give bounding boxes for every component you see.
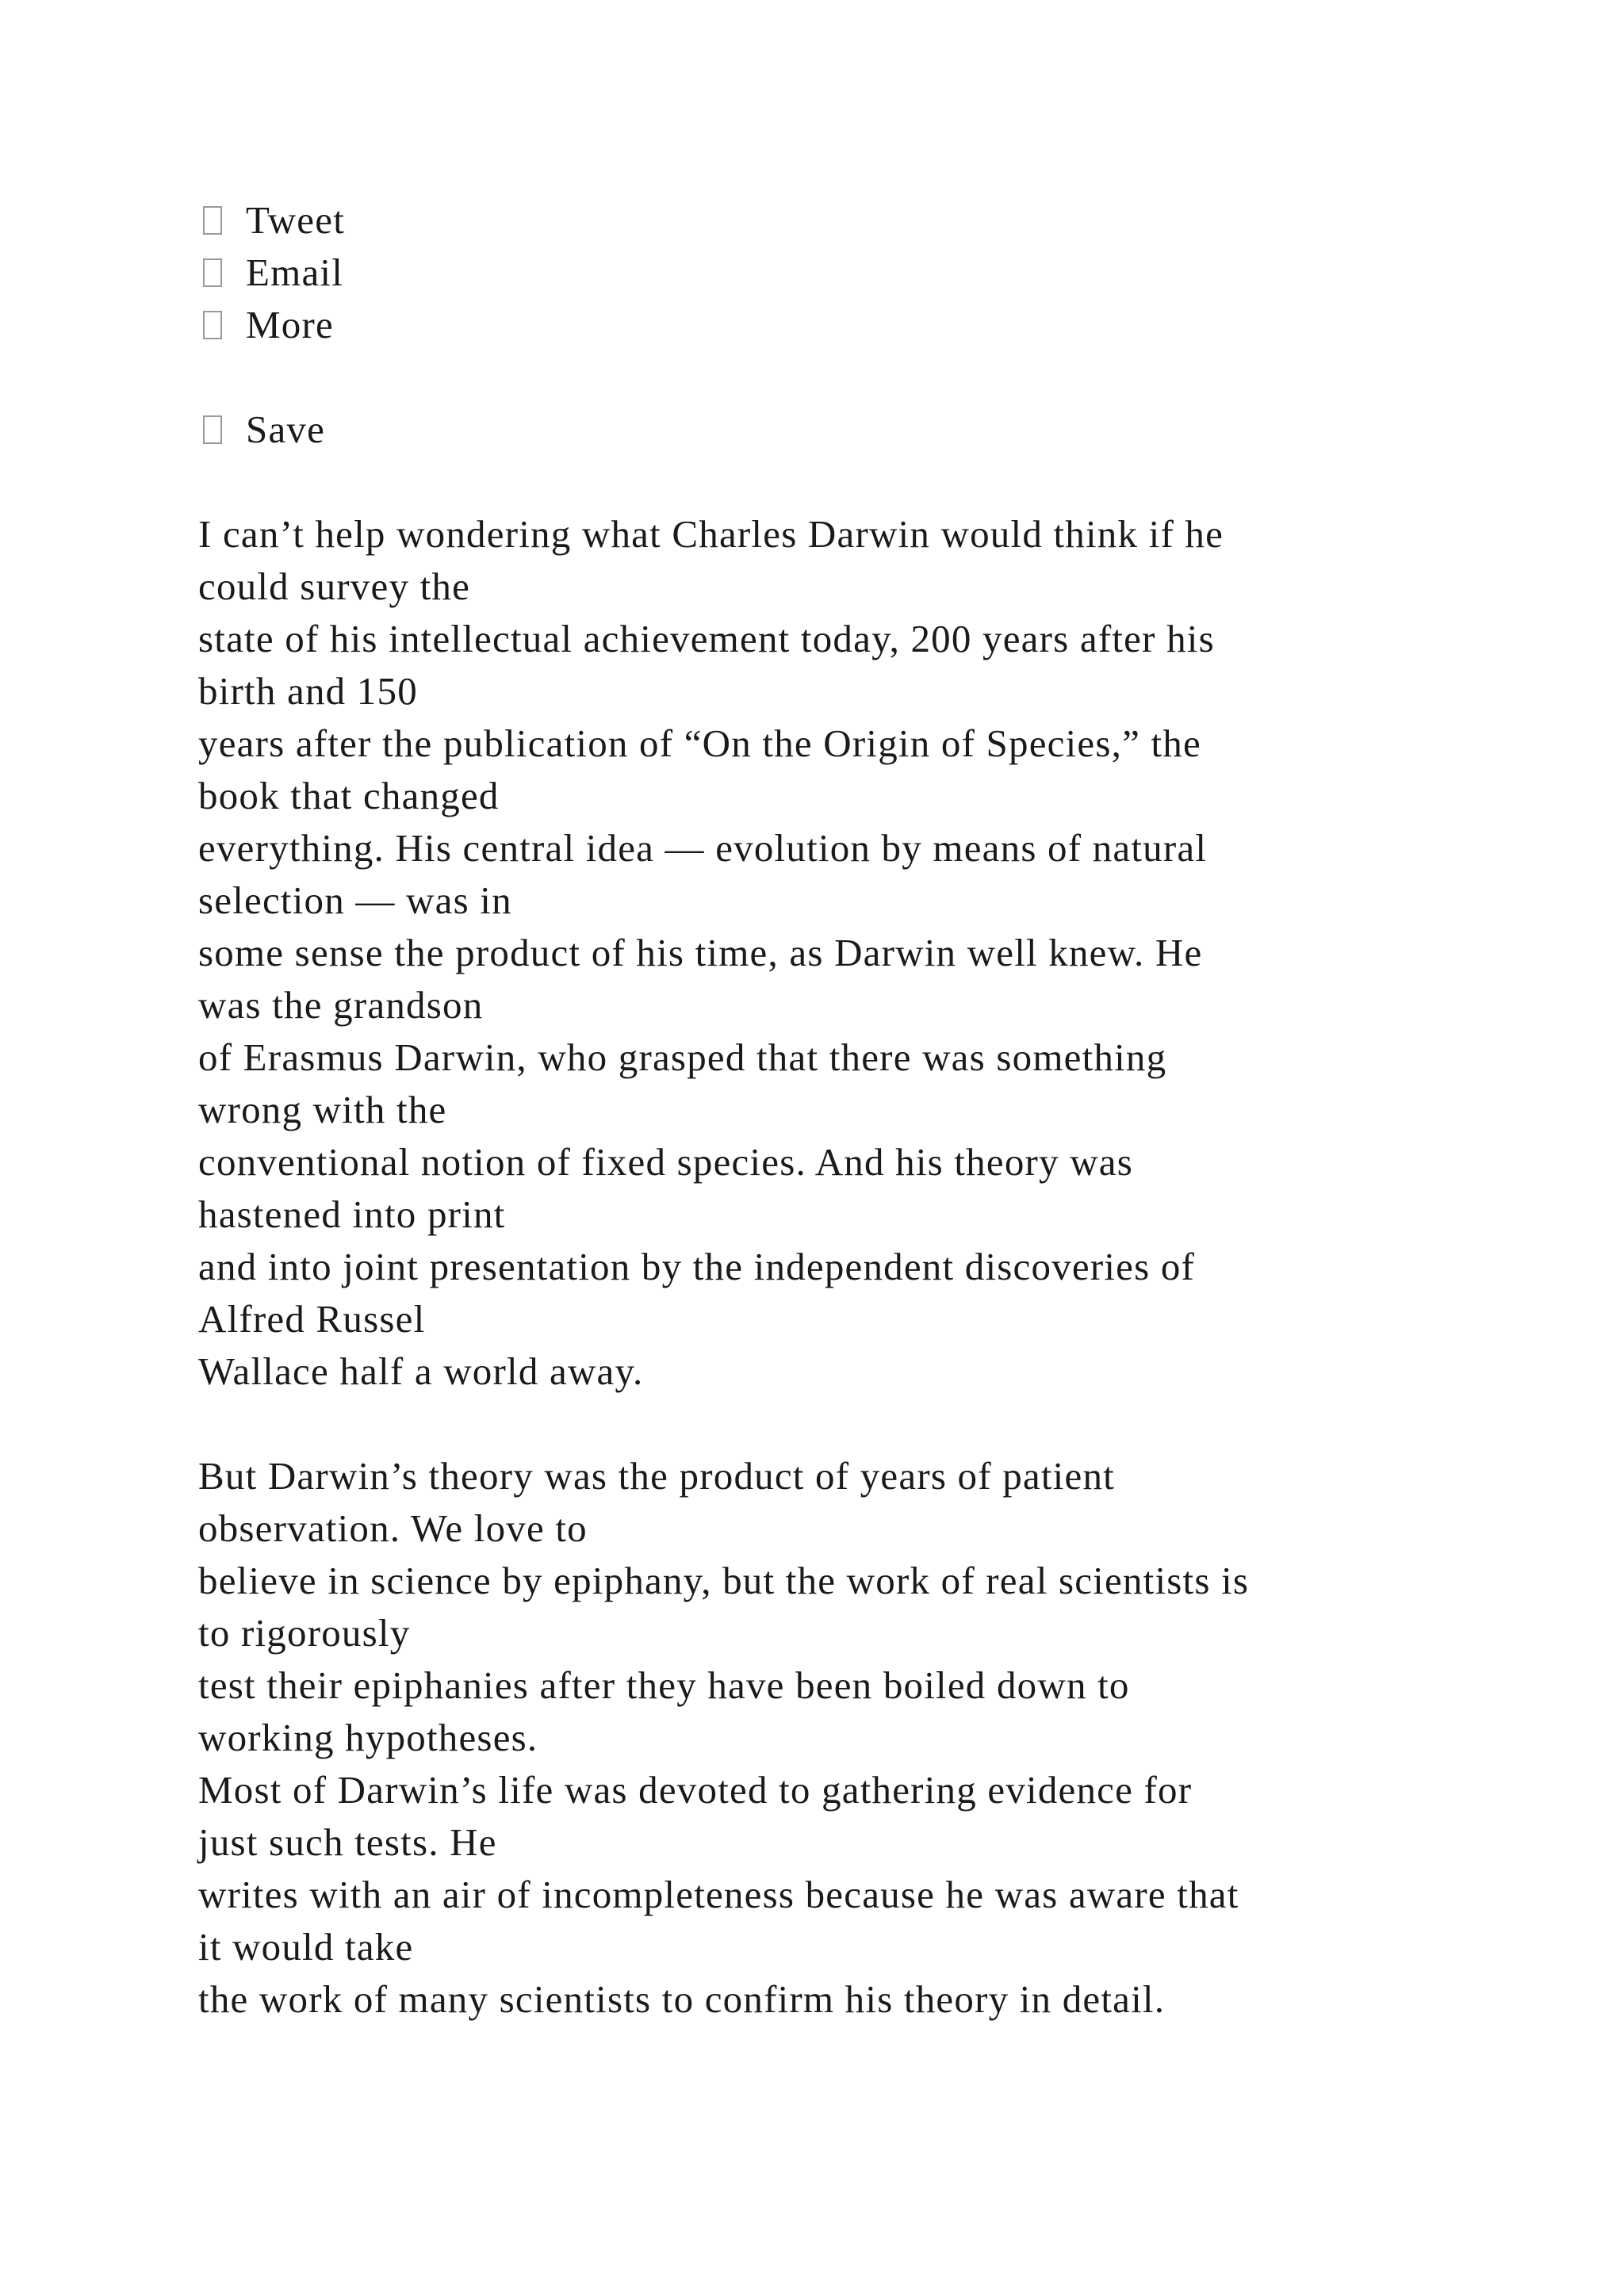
email-label: Email: [246, 251, 344, 294]
spacer: [198, 456, 1499, 508]
text-line: hastened into print: [198, 1192, 506, 1236]
text-line: But Darwin’s theory was the product of years of patient: [198, 1454, 1115, 1498]
text-line: Wallace half a world away.: [198, 1349, 644, 1393]
text-line: the work of many scientists to confirm his theory in detail.: [198, 1977, 1166, 2021]
text-line: just such tests. He: [198, 1820, 497, 1864]
more-label: More: [246, 303, 334, 346]
save-link[interactable]: [198, 404, 1499, 456]
text-line: I can’t help wondering what Charles Darwin would think if he: [198, 512, 1224, 556]
spacer: [198, 351, 1499, 404]
text-line: Alfred Russel: [198, 1297, 426, 1341]
text-line: and into joint presentation by the independent discoveries of: [198, 1245, 1196, 1288]
text-line: selection — was in: [198, 878, 512, 922]
text-line: writes with an air of incompleteness because he was aware that: [198, 1873, 1239, 1916]
spacer: [198, 1398, 1499, 1450]
article-paragraph-2: [198, 1450, 1499, 2026]
text-line: was the grandson: [198, 983, 484, 1027]
text-line: years after the publication of “On the Origin of Species,” the: [198, 721, 1201, 765]
text-line: conventional notion of fixed species. And his theory was: [198, 1140, 1134, 1184]
text-line: of Erasmus Darwin, who grasped that there was something: [198, 1035, 1167, 1079]
text-line: to rigorously: [198, 1611, 411, 1655]
text-line: some sense the product of his time, as Darwin well knew. He: [198, 931, 1203, 974]
text-line: believe in science by epiphany, but the work of real scientists is: [198, 1559, 1250, 1602]
tweet-icon: [203, 206, 222, 235]
more-icon: [203, 311, 222, 339]
text-line: working hypotheses.: [198, 1716, 538, 1759]
tweet-link[interactable]: [198, 194, 1499, 247]
text-line: everything. His central idea — evolution by means of natural: [198, 826, 1208, 870]
more-link[interactable]: [198, 299, 1499, 351]
text-line: state of his intellectual achievement today, 200 years after his: [198, 617, 1215, 660]
article-paragraph-1: [198, 508, 1499, 1398]
text-line: could survey the: [198, 564, 471, 608]
text-line: test their epiphanies after they have been boiled down to: [198, 1663, 1130, 1707]
text-line: it would take: [198, 1925, 414, 1969]
text-line: Most of Darwin’s life was devoted to gathering evidence for: [198, 1768, 1193, 1812]
email-icon: [203, 258, 222, 287]
text-line: book that changed: [198, 774, 500, 817]
email-link[interactable]: [198, 247, 1499, 299]
text-line: wrong with the: [198, 1088, 447, 1131]
text-line: observation. We love to: [198, 1506, 588, 1550]
text-line: birth and 150: [198, 669, 418, 713]
tweet-label: Tweet: [246, 198, 346, 242]
save-label: Save: [246, 408, 326, 451]
save-icon: [203, 415, 222, 444]
document-page: [198, 194, 1499, 2026]
